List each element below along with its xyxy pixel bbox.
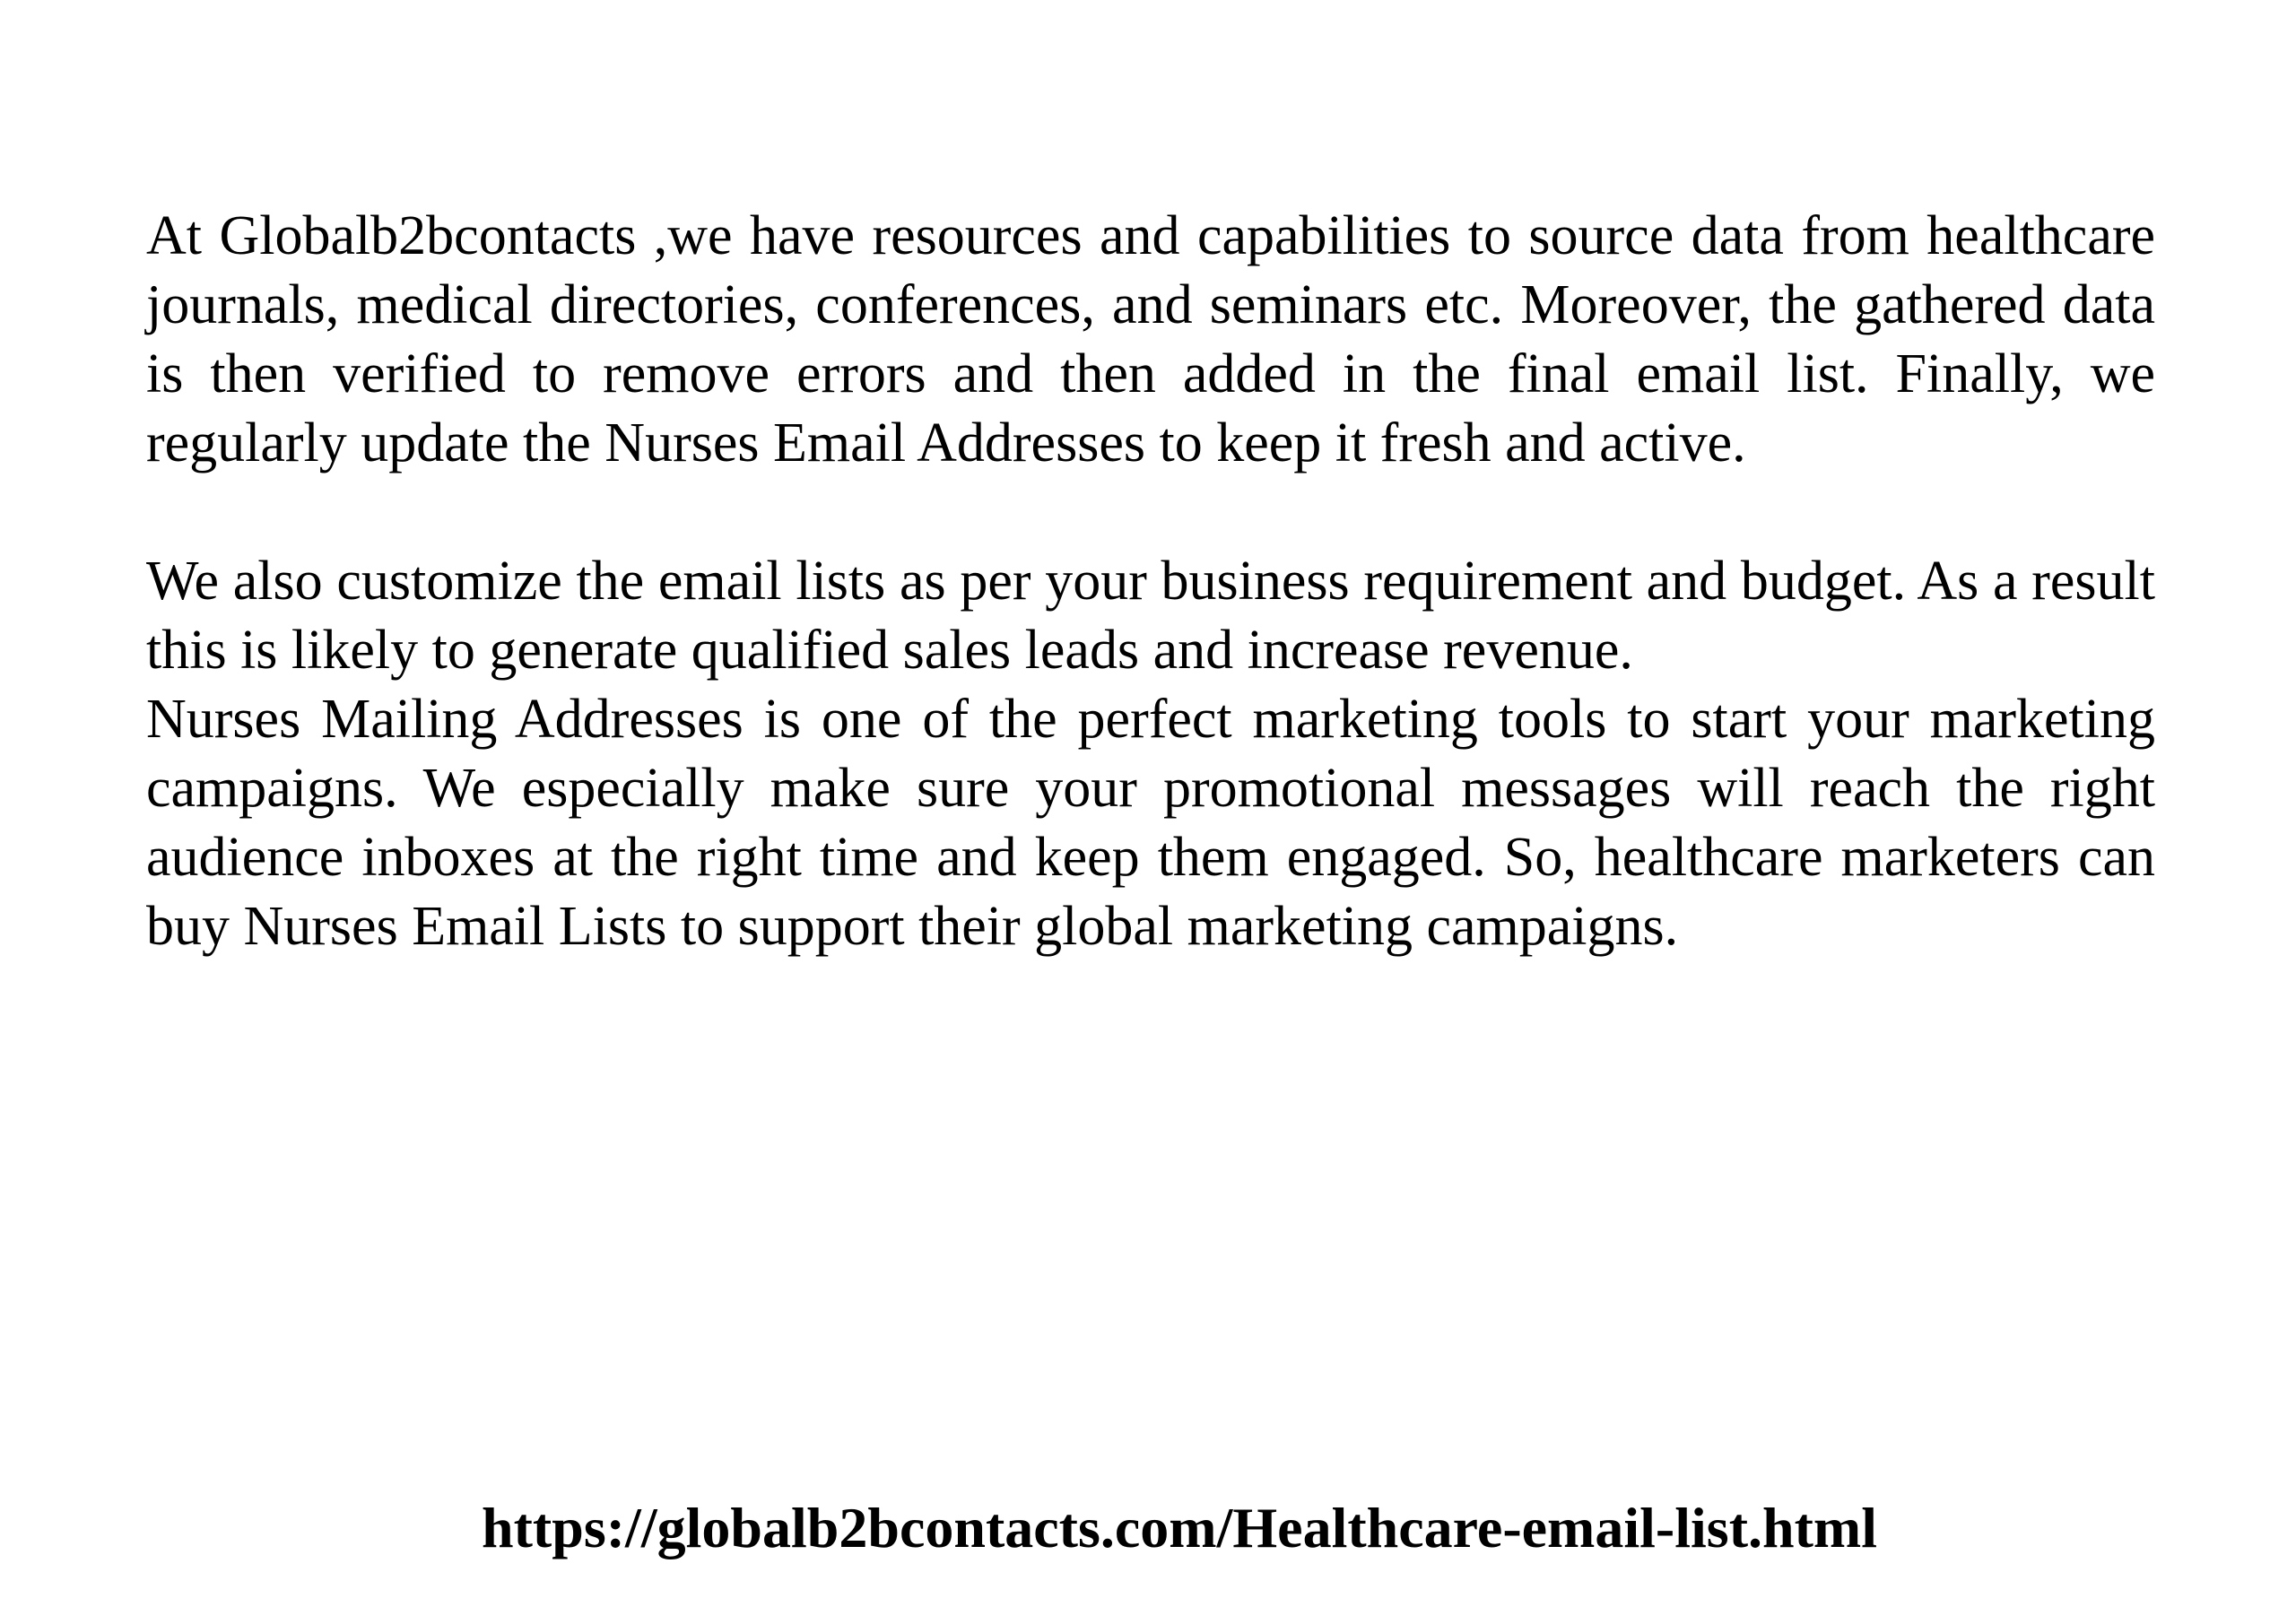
- paragraph-customize: We also customize the email lists as per your business requirement and budget. As a result this is likely to generate qualified sales leads and increase revenue.: [146, 551, 2155, 681]
- footer-url-link[interactable]: https://globalb2bcontacts.com/Healthcare-email-list.html: [482, 1496, 1877, 1559]
- paragraph-mailing-addresses: Nurses Mailing Addresses is one of the perfect marketing tools to start your marketing campaigns. We especially make sure your promotional messages will reach the right audience inboxes at the right time and keep them engaged. So, healthcare marketers can buy Nurses Email Lists to support their global marketing campaigns.: [146, 689, 2155, 957]
- body-text: [146, 202, 2155, 961]
- paragraph-sourcing: At Globalb2bcontacts ,we have resources and capabilities to source data from healthcare journals, medical directories, conferences, and seminars etc. Moreover, the gathered data is then verified to remove errors and then added in the final email list. Finally, we regularly update the Nurses Email Addresses to keep it fresh and active.: [146, 205, 2155, 473]
